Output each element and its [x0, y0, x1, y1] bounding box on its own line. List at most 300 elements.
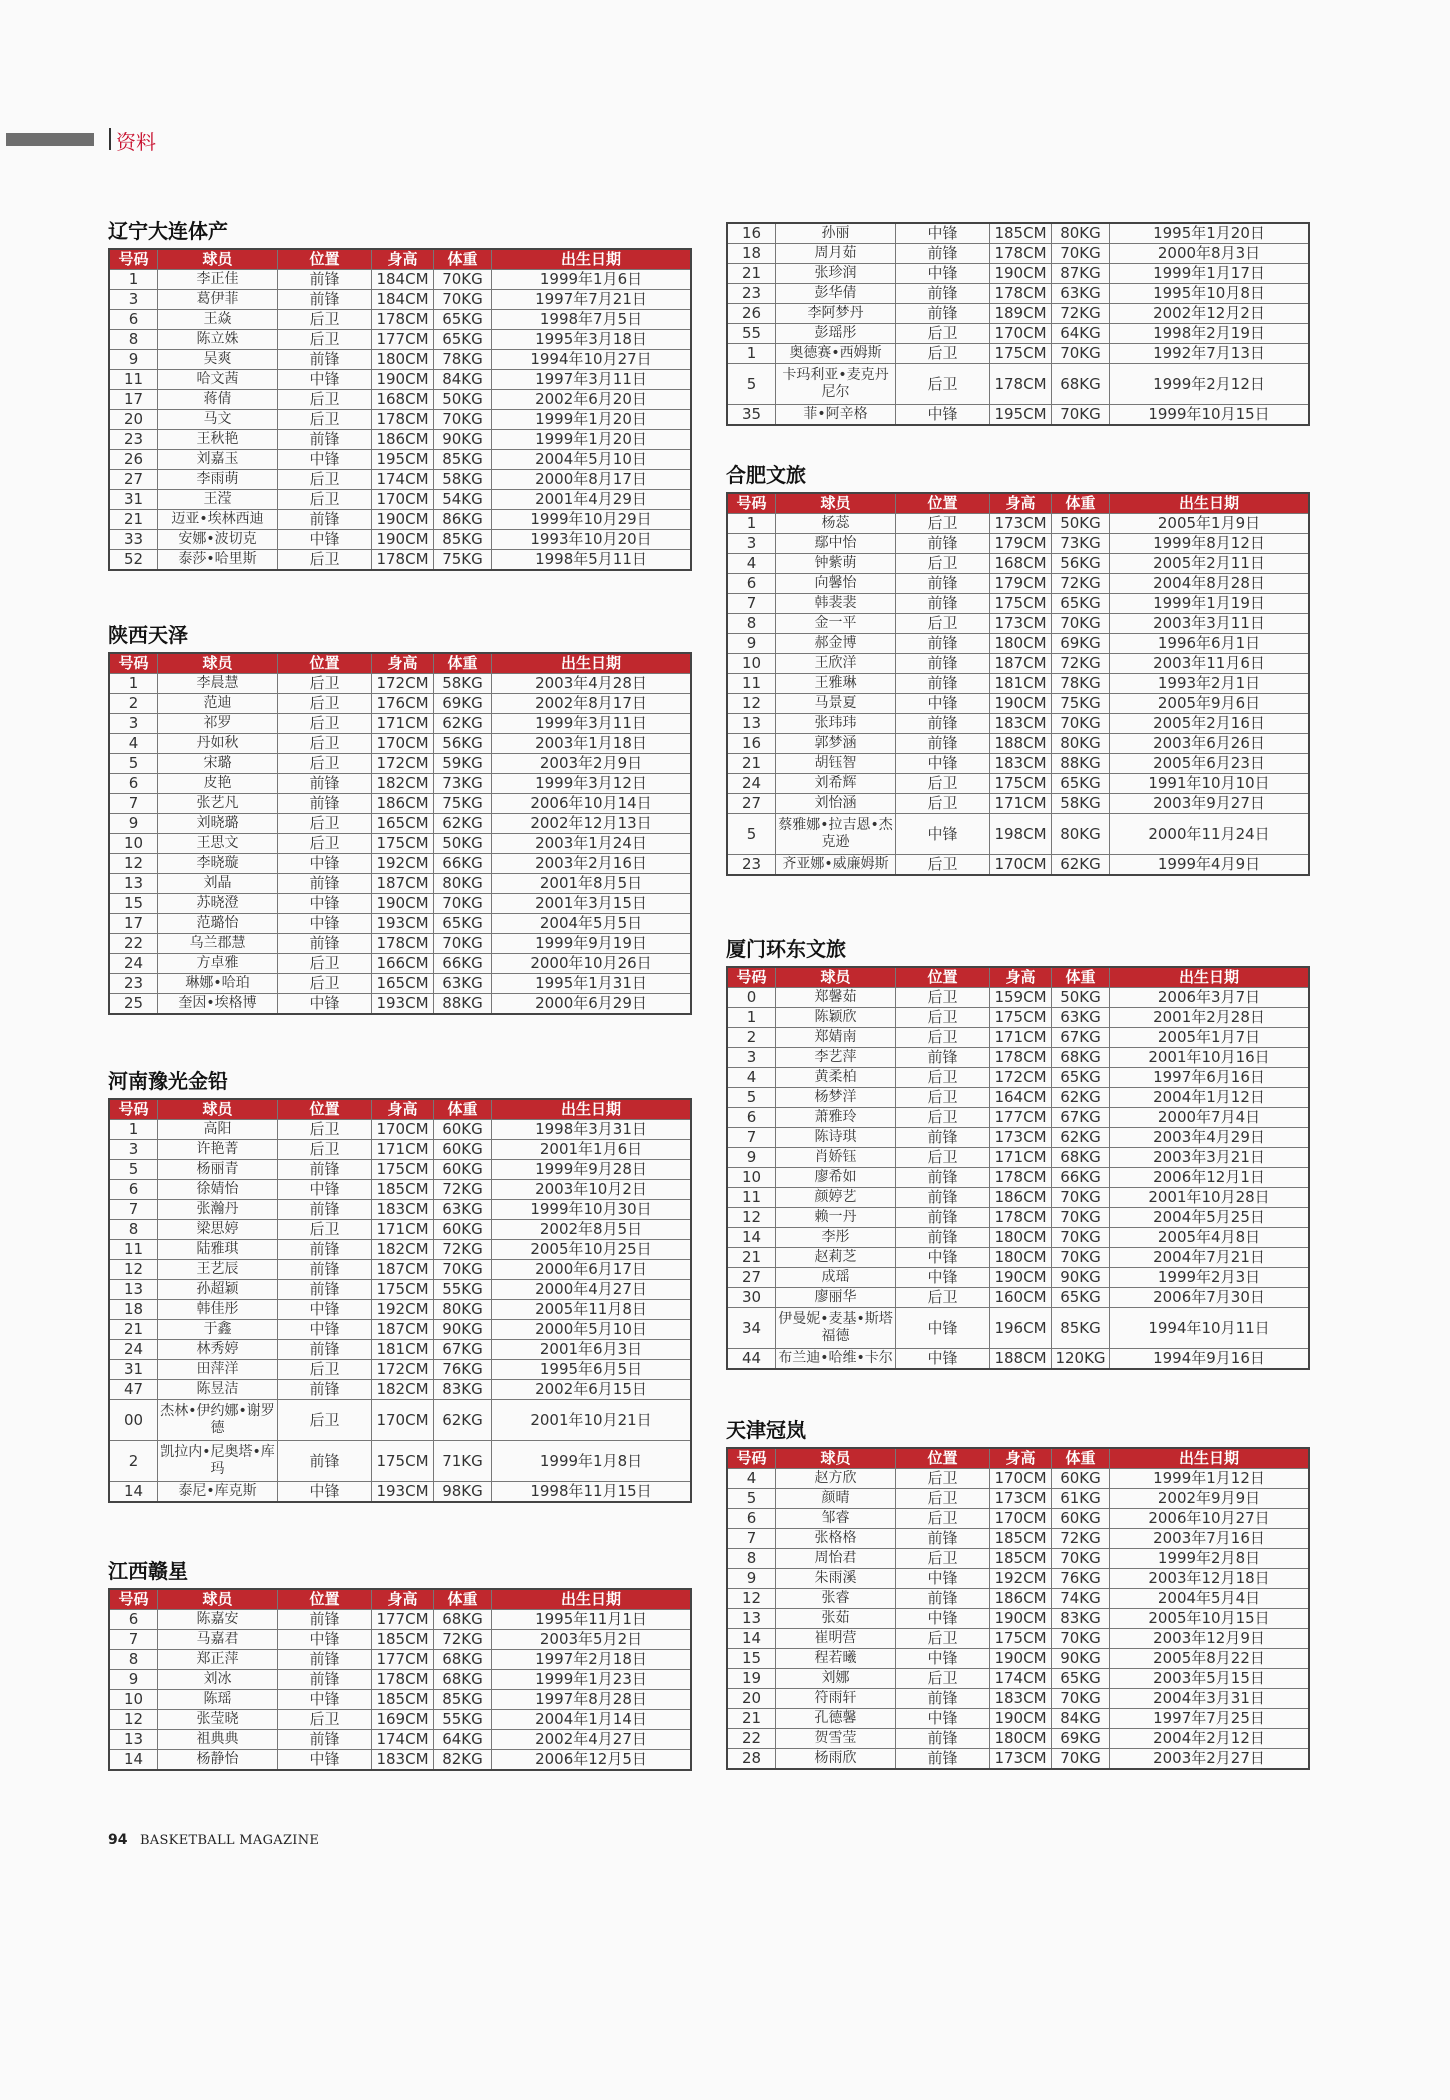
table-row [110, 974, 690, 994]
cell-number: 15 [728, 1649, 776, 1668]
cell-birthdate: 2003年2月16日 [535, 854, 647, 872]
cell-weight: 88KG [434, 994, 492, 1013]
cell-weight: 65KG [434, 310, 492, 329]
cell-number: 13 [110, 1730, 158, 1749]
cell-position: 后卫 [278, 754, 372, 773]
cell-position: 前锋 [278, 1380, 372, 1399]
cell-name: 杨静怡 [158, 1750, 278, 1769]
table-row [728, 855, 1308, 874]
column-header-birthdate: 出生日期 [1110, 968, 1308, 987]
cell-position: 后卫 [896, 1008, 990, 1027]
cell-name: 乌兰郡慧 [158, 934, 278, 953]
cell-number: 33 [110, 530, 158, 549]
cell-position: 前锋 [278, 1670, 372, 1689]
cell-position: 前锋 [896, 594, 990, 613]
cell-weight: 80KG [1052, 734, 1110, 753]
cell-height: 180CM [990, 1228, 1052, 1247]
cell-weight: 68KG [434, 1650, 492, 1669]
cell-position: 后卫 [278, 390, 372, 409]
cell-height: 182CM [372, 1380, 434, 1399]
cell-name: 李彤 [776, 1228, 896, 1247]
cell-position: 中锋 [278, 1482, 372, 1501]
cell-name: 皮艳 [158, 774, 278, 793]
cell-height: 176CM [372, 694, 434, 713]
cell-number: 8 [110, 330, 158, 349]
cell-position: 前锋 [896, 714, 990, 733]
cell-birthdate: 2002年6月15日 [535, 1380, 647, 1398]
cell-name: 琳娜•哈珀 [158, 974, 278, 993]
cell-height: 172CM [372, 674, 434, 693]
cell-name: 肖娇钰 [776, 1148, 896, 1167]
cell-position: 后卫 [896, 1669, 990, 1688]
table-row [110, 774, 690, 794]
table-row [728, 1088, 1308, 1108]
column-header-birthdate: 出生日期 [492, 654, 690, 673]
cell-number: 47 [110, 1380, 158, 1399]
cell-number: 10 [728, 654, 776, 673]
cell-number: 13 [110, 1280, 158, 1299]
cell-name: 廖希如 [776, 1168, 896, 1187]
table-row [110, 1300, 690, 1320]
cell-birthdate: 1993年2月1日 [1157, 674, 1261, 692]
cell-name: 凯拉内•尼奥塔•库玛 [158, 1441, 278, 1481]
cell-birthdate: 2003年7月16日 [1153, 1529, 1265, 1547]
cell-height: 171CM [990, 1148, 1052, 1167]
cell-number: 9 [728, 1148, 776, 1167]
cell-weight: 65KG [1052, 774, 1110, 793]
table-row [728, 264, 1308, 284]
table-row [110, 714, 690, 734]
cell-number: 31 [110, 490, 158, 509]
cell-birthdate: 2000年8月17日 [535, 470, 647, 488]
roster-table [108, 248, 692, 571]
cell-position: 前锋 [896, 654, 990, 673]
table-row [728, 1308, 1308, 1349]
column-header-number: 号码 [110, 654, 158, 673]
cell-position: 后卫 [278, 674, 372, 693]
cell-number: 10 [110, 1690, 158, 1709]
cell-birthdate: 1999年10月30日 [530, 1200, 652, 1218]
column-header-number: 号码 [728, 968, 776, 987]
cell-weight: 86KG [434, 510, 492, 529]
cell-birthdate: 2005年6月23日 [1153, 754, 1265, 772]
cell-position: 前锋 [896, 574, 990, 593]
cell-birthdate: 1998年2月19日 [1153, 324, 1265, 342]
table-row [110, 510, 690, 530]
cell-height: 173CM [990, 514, 1052, 533]
cell-weight: 75KG [434, 550, 492, 569]
cell-height: 175CM [372, 1160, 434, 1179]
cell-position: 后卫 [896, 1469, 990, 1488]
cell-number: 4 [110, 734, 158, 753]
cell-name: 杨梦洋 [776, 1088, 896, 1107]
cell-height: 178CM [372, 1670, 434, 1689]
cell-name: 颜婷艺 [776, 1188, 896, 1207]
table-row [728, 1108, 1308, 1128]
cell-birthdate: 2005年2月11日 [1153, 554, 1265, 572]
cell-height: 175CM [990, 1629, 1052, 1648]
column-header-position: 位置 [896, 1449, 990, 1468]
cell-height: 186CM [990, 1188, 1052, 1207]
cell-weight: 70KG [1052, 1248, 1110, 1267]
cell-weight: 70KG [434, 894, 492, 913]
cell-number: 52 [110, 550, 158, 569]
table-row [728, 1268, 1308, 1288]
cell-name: 许艳菁 [158, 1140, 278, 1159]
column-header-height: 身高 [372, 654, 434, 673]
cell-weight: 58KG [434, 470, 492, 489]
cell-height: 185CM [372, 1690, 434, 1709]
cell-height: 195CM [990, 405, 1052, 424]
cell-name: 邹睿 [776, 1509, 896, 1528]
cell-name: 张艺凡 [158, 794, 278, 813]
cell-weight: 60KG [1052, 1509, 1110, 1528]
cell-birthdate: 2004年1月14日 [535, 1710, 647, 1728]
cell-birthdate: 1999年2月12日 [1153, 374, 1265, 393]
cell-height: 179CM [990, 534, 1052, 553]
team-title: 江西赣星 [108, 1559, 188, 1583]
cell-birthdate: 2001年2月28日 [1153, 1008, 1265, 1026]
table-row [728, 674, 1308, 694]
cell-number: 24 [110, 954, 158, 973]
cell-birthdate: 2001年10月28日 [1148, 1188, 1270, 1206]
cell-height: 190CM [990, 1709, 1052, 1728]
cell-weight: 58KG [434, 674, 492, 693]
cell-number: 8 [110, 1650, 158, 1669]
cell-name: 郑婧南 [776, 1028, 896, 1047]
cell-name: 齐亚娜•威廉姆斯 [776, 855, 896, 874]
cell-number: 21 [728, 264, 776, 283]
cell-number: 34 [728, 1308, 776, 1348]
cell-height: 185CM [372, 1630, 434, 1649]
cell-number: 6 [110, 1610, 158, 1629]
cell-height: 172CM [990, 1068, 1052, 1087]
cell-position: 后卫 [278, 310, 372, 329]
cell-weight: 80KG [1052, 814, 1110, 854]
cell-name: 陈嘉安 [158, 1610, 278, 1629]
team-title: 厦门环东文旅 [726, 937, 846, 961]
table-row [728, 574, 1308, 594]
column-header-position: 位置 [278, 1590, 372, 1609]
cell-height: 166CM [372, 954, 434, 973]
cell-number: 35 [728, 405, 776, 424]
cell-number: 13 [110, 874, 158, 893]
cell-weight: 72KG [1052, 1529, 1110, 1548]
cell-position: 中锋 [896, 1569, 990, 1588]
cell-name: 颜晴 [776, 1489, 896, 1508]
cell-weight: 66KG [1052, 1168, 1110, 1187]
cell-position: 后卫 [278, 1360, 372, 1379]
table-row [110, 530, 690, 550]
cell-birthdate: 1991年10月10日 [1148, 774, 1270, 792]
cell-position: 中锋 [278, 1300, 372, 1319]
cell-birthdate: 1999年3月11日 [535, 714, 647, 732]
cell-height: 170CM [372, 734, 434, 753]
cell-birthdate: 1998年5月11日 [535, 550, 647, 568]
cell-height: 171CM [372, 1220, 434, 1239]
cell-height: 192CM [372, 854, 434, 873]
cell-position: 后卫 [278, 974, 372, 993]
cell-name: 王秋艳 [158, 430, 278, 449]
cell-name: 赵方欣 [776, 1469, 896, 1488]
cell-birthdate: 1998年3月31日 [535, 1120, 647, 1138]
cell-birthdate: 2000年6月29日 [535, 994, 647, 1012]
cell-position: 前锋 [896, 1168, 990, 1187]
cell-weight: 71KG [434, 1441, 492, 1481]
column-header-number: 号码 [728, 1449, 776, 1468]
cell-number: 4 [728, 1068, 776, 1087]
cell-birthdate: 1998年11月15日 [530, 1482, 652, 1500]
table-row [110, 934, 690, 954]
cell-weight: 50KG [1052, 514, 1110, 533]
cell-number: 9 [110, 350, 158, 369]
cell-height: 160CM [990, 1288, 1052, 1307]
cell-position: 前锋 [896, 1689, 990, 1708]
cell-number: 21 [110, 1320, 158, 1339]
cell-position: 后卫 [278, 834, 372, 853]
cell-height: 185CM [990, 1529, 1052, 1548]
cell-number: 12 [728, 694, 776, 713]
cell-position: 中锋 [278, 1320, 372, 1339]
cell-birthdate: 2006年10月27日 [1148, 1509, 1270, 1527]
table-row [728, 614, 1308, 634]
cell-height: 170CM [990, 1509, 1052, 1528]
cell-weight: 63KG [434, 1200, 492, 1219]
column-header-height: 身高 [990, 494, 1052, 513]
cell-weight: 78KG [1052, 674, 1110, 693]
cell-weight: 80KG [1052, 224, 1110, 243]
cell-birthdate: 2003年5月2日 [539, 1630, 643, 1648]
cell-birthdate: 1999年9月28日 [535, 1160, 647, 1178]
cell-number: 8 [728, 614, 776, 633]
cell-number: 22 [728, 1729, 776, 1748]
cell-weight: 65KG [434, 914, 492, 933]
table-row [110, 794, 690, 814]
cell-weight: 68KG [434, 1610, 492, 1629]
column-header-position: 位置 [278, 654, 372, 673]
cell-number: 4 [728, 1469, 776, 1488]
cell-weight: 83KG [434, 1380, 492, 1399]
cell-birthdate: 2002年6月20日 [535, 390, 647, 408]
cell-birthdate: 1999年1月20日 [535, 430, 647, 448]
cell-birthdate: 2000年11月24日 [1148, 824, 1270, 843]
cell-birthdate: 1999年1月17日 [1153, 264, 1265, 282]
cell-name: 孙超颖 [158, 1280, 278, 1299]
cell-height: 164CM [990, 1088, 1052, 1107]
cell-position: 后卫 [278, 1140, 372, 1159]
cell-number: 5 [728, 364, 776, 404]
table-row [110, 1160, 690, 1180]
cell-weight: 67KG [434, 1340, 492, 1359]
cell-number: 3 [110, 290, 158, 309]
cell-weight: 85KG [1052, 1308, 1110, 1348]
cell-weight: 68KG [434, 1670, 492, 1689]
cell-weight: 70KG [1052, 244, 1110, 263]
team-title: 陕西天泽 [108, 623, 188, 647]
cell-birthdate: 2003年10月2日 [535, 1180, 647, 1198]
cell-name: 马嘉君 [158, 1630, 278, 1649]
table-row [728, 1549, 1308, 1569]
table-row [110, 674, 690, 694]
cell-name: 鄢中怡 [776, 534, 896, 553]
cell-position: 中锋 [278, 370, 372, 389]
cell-name: 刘晶 [158, 874, 278, 893]
cell-height: 190CM [372, 530, 434, 549]
cell-number: 0 [728, 988, 776, 1007]
column-header-name: 球员 [158, 1100, 278, 1119]
column-header-height: 身高 [372, 250, 434, 269]
cell-weight: 78KG [434, 350, 492, 369]
column-header-number: 号码 [110, 250, 158, 269]
table-row [110, 894, 690, 914]
cell-weight: 63KG [1052, 284, 1110, 303]
cell-position: 中锋 [896, 1268, 990, 1287]
cell-position: 中锋 [896, 264, 990, 283]
cell-weight: 69KG [1052, 634, 1110, 653]
column-header-weight: 体重 [434, 1100, 492, 1119]
cell-number: 23 [728, 284, 776, 303]
cell-name: 贺雪莹 [776, 1729, 896, 1748]
cell-birthdate: 2005年11月8日 [535, 1300, 647, 1318]
table-header [110, 1100, 690, 1120]
table-row [728, 554, 1308, 574]
cell-name: 王欣洋 [776, 654, 896, 673]
cell-position: 中锋 [278, 530, 372, 549]
cell-birthdate: 2001年3月15日 [535, 894, 647, 912]
cell-birthdate: 2003年4月28日 [535, 674, 647, 692]
cell-height: 179CM [990, 574, 1052, 593]
table-row [110, 1260, 690, 1280]
cell-birthdate: 1997年2月18日 [535, 1650, 647, 1668]
cell-name: 成瑶 [776, 1268, 896, 1287]
table-row [728, 734, 1308, 754]
cell-position: 前锋 [278, 1160, 372, 1179]
cell-weight: 90KG [1052, 1268, 1110, 1287]
cell-height: 189CM [990, 304, 1052, 323]
cell-birthdate: 2003年9月27日 [1153, 794, 1265, 812]
cell-number: 5 [728, 1088, 776, 1107]
cell-weight: 67KG [1052, 1108, 1110, 1127]
table-row [728, 1469, 1308, 1489]
cell-weight: 90KG [434, 1320, 492, 1339]
cell-name: 向馨怡 [776, 574, 896, 593]
cell-birthdate: 2004年5月10日 [535, 450, 647, 468]
column-header-weight: 体重 [1052, 968, 1110, 987]
cell-number: 21 [728, 1709, 776, 1728]
team-title: 合肥文旅 [726, 463, 806, 487]
header-divider [109, 128, 111, 150]
cell-weight: 70KG [1052, 1689, 1110, 1708]
cell-weight: 60KG [434, 1220, 492, 1239]
cell-name: 徐婧怡 [158, 1180, 278, 1199]
cell-weight: 85KG [434, 450, 492, 469]
cell-weight: 84KG [1052, 1709, 1110, 1728]
cell-name: 梁思婷 [158, 1220, 278, 1239]
cell-number: 2 [110, 1441, 158, 1481]
table-row [110, 854, 690, 874]
cell-weight: 83KG [1052, 1609, 1110, 1628]
cell-position: 后卫 [896, 344, 990, 363]
cell-number: 14 [110, 1750, 158, 1769]
cell-height: 178CM [990, 364, 1052, 404]
cell-height: 181CM [990, 674, 1052, 693]
cell-weight: 87KG [1052, 264, 1110, 283]
table-row [728, 1649, 1308, 1669]
cell-weight: 85KG [434, 530, 492, 549]
cell-height: 193CM [372, 1482, 434, 1501]
table-row [110, 290, 690, 310]
cell-weight: 70KG [434, 410, 492, 429]
cell-position: 中锋 [896, 1248, 990, 1267]
cell-name: 刘晓璐 [158, 814, 278, 833]
cell-name: 苏晓澄 [158, 894, 278, 913]
cell-name: 菲•阿辛格 [776, 405, 896, 424]
table-row [728, 1168, 1308, 1188]
cell-weight: 64KG [1052, 324, 1110, 343]
section-label: 资料 [116, 130, 156, 154]
cell-name: 王雅琳 [776, 674, 896, 693]
cell-number: 5 [728, 1489, 776, 1508]
cell-number: 10 [728, 1168, 776, 1187]
cell-height: 165CM [372, 814, 434, 833]
cell-position: 中锋 [278, 994, 372, 1013]
cell-number: 4 [728, 554, 776, 573]
cell-height: 180CM [372, 350, 434, 369]
cell-birthdate: 1995年1月31日 [535, 974, 647, 992]
cell-height: 187CM [372, 1320, 434, 1339]
cell-name: 郭梦涵 [776, 734, 896, 753]
cell-name: 郝金博 [776, 634, 896, 653]
cell-position: 后卫 [278, 714, 372, 733]
cell-height: 173CM [990, 1489, 1052, 1508]
cell-birthdate: 2004年3月31日 [1153, 1689, 1265, 1707]
table-row [728, 1569, 1308, 1589]
cell-weight: 56KG [1052, 554, 1110, 573]
cell-weight: 65KG [1052, 1068, 1110, 1087]
table-row [110, 370, 690, 390]
cell-weight: 55KG [434, 1280, 492, 1299]
cell-name: 李晓璇 [158, 854, 278, 873]
table-row [728, 1188, 1308, 1208]
table-row [728, 304, 1308, 324]
column-header-number: 号码 [110, 1590, 158, 1609]
cell-weight: 60KG [1052, 1469, 1110, 1488]
cell-weight: 82KG [434, 1750, 492, 1769]
cell-position: 后卫 [278, 694, 372, 713]
cell-name: 刘希辉 [776, 774, 896, 793]
cell-height: 178CM [372, 410, 434, 429]
cell-birthdate: 2006年12月5日 [535, 1750, 647, 1768]
cell-number: 7 [728, 1529, 776, 1548]
cell-height: 171CM [990, 1028, 1052, 1047]
cell-birthdate: 2001年10月21日 [530, 1410, 652, 1429]
cell-number: 8 [110, 1220, 158, 1239]
cell-birthdate: 1994年10月11日 [1148, 1318, 1270, 1337]
roster-table [726, 1447, 1310, 1770]
table-row [728, 794, 1308, 814]
cell-name: 张瀚丹 [158, 1200, 278, 1219]
cell-weight: 62KG [434, 814, 492, 833]
cell-weight: 72KG [1052, 304, 1110, 323]
cell-height: 190CM [990, 1268, 1052, 1287]
cell-birthdate: 2006年3月7日 [1157, 988, 1261, 1006]
cell-weight: 70KG [1052, 1228, 1110, 1247]
cell-height: 186CM [990, 1589, 1052, 1608]
cell-height: 173CM [990, 614, 1052, 633]
column-header-position: 位置 [896, 968, 990, 987]
cell-height: 192CM [372, 1300, 434, 1319]
cell-weight: 69KG [1052, 1729, 1110, 1748]
